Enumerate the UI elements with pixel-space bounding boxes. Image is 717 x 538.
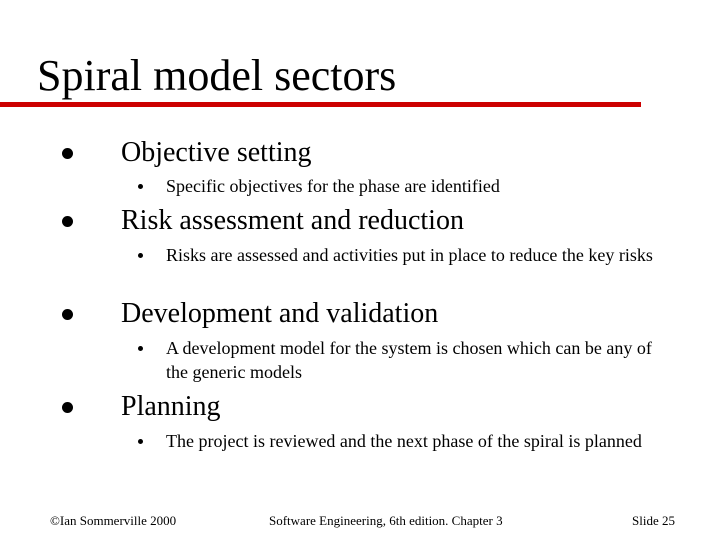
sub-bullet-text: Risks are assessed and activities put in place to reduce the key risks [166, 245, 653, 265]
bullet-risk-assessment [0, 204, 717, 238]
bullet-development-validation [0, 297, 717, 331]
sub-bullet-text: The project is reviewed and the next phase of the spiral is planned [166, 431, 642, 451]
footer-copyright: ©Ian Sommerville 2000 [50, 513, 177, 528]
bullet-objective-setting [0, 136, 717, 170]
sub-bullet-text: Specific objectives for the phase are identified [166, 176, 500, 196]
footer-book-title: Software Engineering, 6th edition. Chapter 3 [269, 513, 503, 528]
bullet-label: Objective setting [121, 137, 312, 168]
bullet-label: Planning [121, 391, 221, 422]
bullet-dot-icon [62, 309, 73, 320]
sub-bullet-dot-icon [138, 439, 143, 444]
sub-bullet-dot-icon [138, 346, 143, 351]
footer-slide-number: Slide 25 [632, 513, 675, 528]
sub-bullet-text: A development model for the system is chosen which can be any of the generic models [166, 338, 652, 382]
title-underline [0, 102, 641, 107]
bullet-dot-icon [62, 148, 73, 159]
bullet-dot-icon [62, 402, 73, 413]
bullet-label: Development and validation [121, 298, 439, 329]
slide-title: Spiral model sectors [37, 51, 397, 100]
sub-bullet-dot-icon [138, 253, 143, 258]
bullet-label: Risk assessment and reduction [121, 205, 464, 236]
bullet-dot-icon [62, 216, 73, 227]
bullet-planning [0, 390, 717, 424]
sub-bullet-dot-icon [138, 184, 143, 189]
